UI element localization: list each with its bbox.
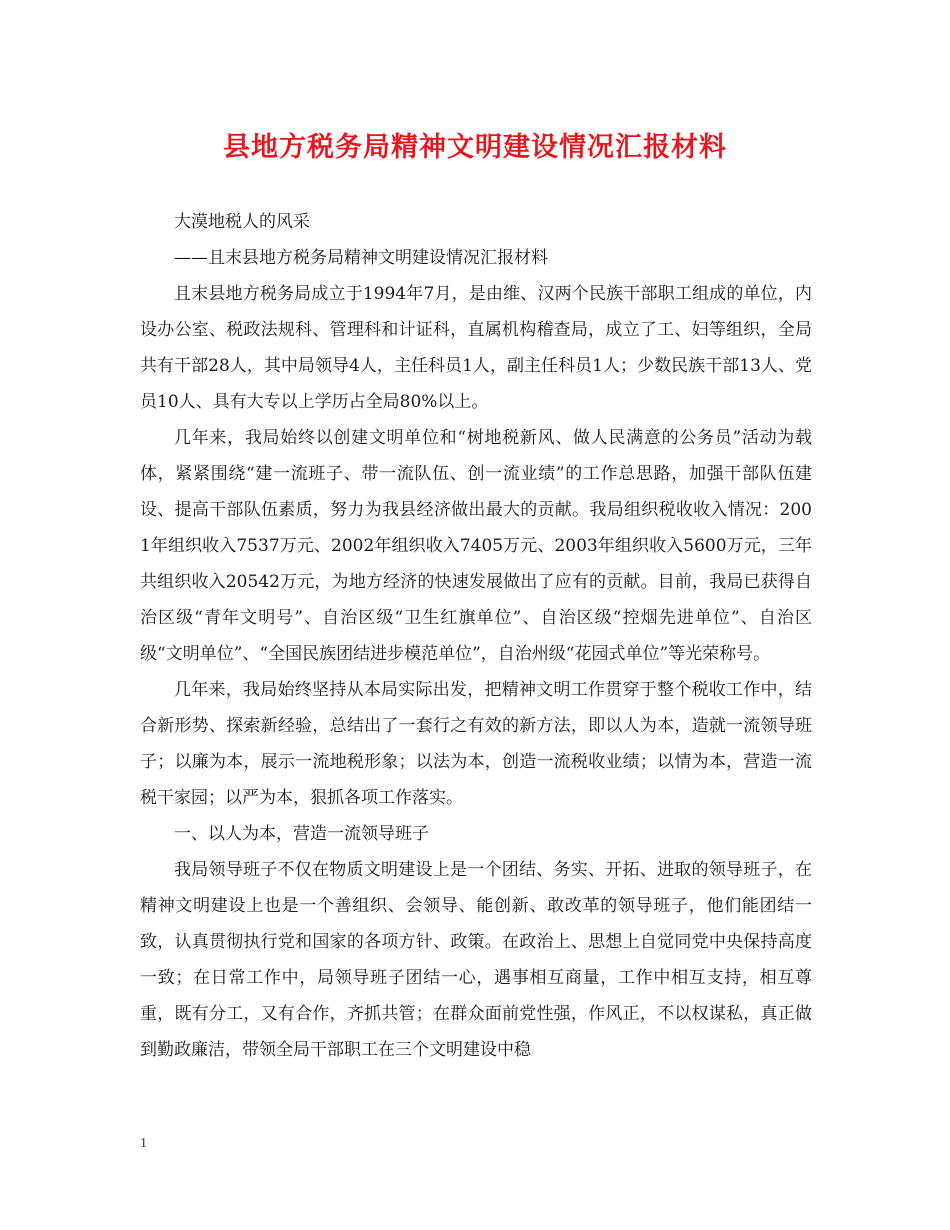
subtitle-line: 大漠地税人的风采 <box>174 212 310 232</box>
body-paragraph: 几年来，我局始终以创建文明单位和“树地税新风、做人民满意的公务员”活动为载体，紧紧围绕“建一流班子、带一流队伍、创一流业绩”的工作总思路，加强干部队伍建设、提高干部队伍素质，努力为我县经济做出最大的贡献。我局组织税收收入情况：2001年组织收入7537万元、2002年组织收入7405万元、2003年组织收入5600万元，三年共组织收入20542万元，为地方经济的快速发展做出了应有的贡献。目前，我局已获得自治区级“青年文明号”、自治区级“卫生红旗单位”、自治区级“控烟先进单位”、自治区级“文明单位”、“全国民族团结进步模范单位”，自治州级“花园式单位”等光荣称号。 <box>140 428 812 664</box>
body-paragraph: 且末县地方税务局成立于1994年7月，是由维、汉两个民族干部职工组成的单位，内设办公室、税政法规科、管理科和计证科，直属机构稽查局，成立了工、妇等组织，全局共有干部28人，其中局领导4人，主任科员1人，副主任科员1人；少数民族干部13人、党员10人、具有大专以上学历占全局80%以上。 <box>140 284 812 412</box>
document-body <box>140 204 812 1068</box>
page-number: 1 <box>140 1136 147 1151</box>
subtitle-dash-line: ——且末县地方税务局精神文明建设情况汇报材料 <box>174 248 548 268</box>
document-title: 县地方税务局精神文明建设情况汇报材料 <box>223 132 727 163</box>
body-paragraph: 我局领导班子不仅在物质文明建设上是一个团结、务实、开拓、进取的领导班子，在精神文明建设上也是一个善组织、会领导、能创新、敢改革的领导班子，他们能团结一致，认真贯彻执行党和国家的各项方针、政策。在政治上、思想上自觉同党中央保持高度一致；在日常工作中，局领导班子团结一心，遇事相互商量，工作中相互支持，相互尊重，既有分工，又有合作，齐抓共管；在群众面前党性强，作风正，不以权谋私，真正做到勤政廉洁，带领全局干部职工在三个文明建设中稳 <box>140 860 812 1060</box>
body-paragraph: 几年来，我局始终坚持从本局实际出发，把精神文明工作贯穿于整个税收工作中，结合新形势、探索新经验，总结出了一套行之有效的新方法，即以人为本，造就一流领导班子；以廉为本，展示一流地税形象；以法为本，创造一流税收业绩；以情为本，营造一流税干家园；以严为本，狠抓各项工作落实。 <box>140 680 812 808</box>
section-heading: 一、以人为本，营造一流领导班子 <box>174 824 429 844</box>
